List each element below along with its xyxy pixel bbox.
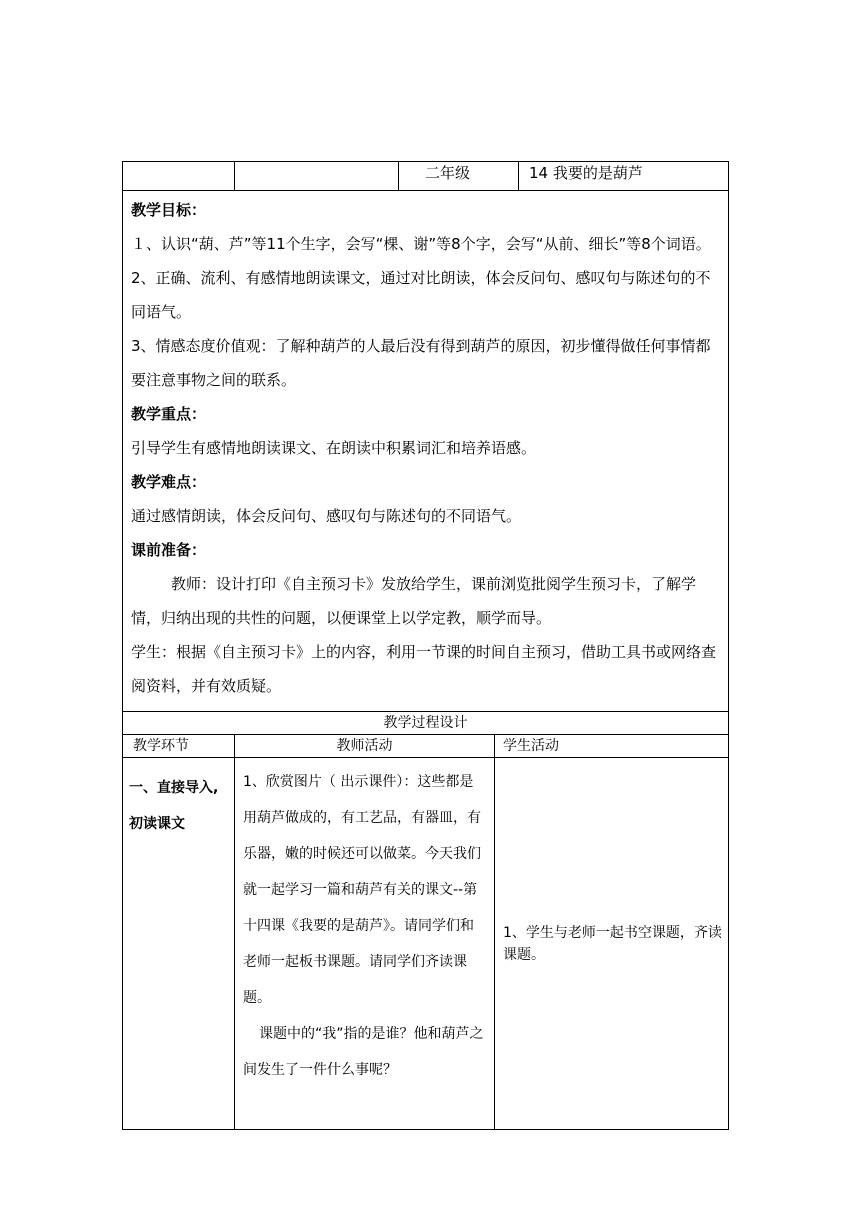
objective-item: １、认识“葫、芦”等11个生字，会写“棵、谢”等8个字，会写“从前、细长”等8个词语。	[131, 235, 711, 253]
overview-cell	[123, 191, 729, 712]
column-header-teacher: 教师活动	[235, 735, 495, 758]
difficulties-text: 通过感情朗读，体会反问句、感叹句与陈述句的不同语气。	[131, 507, 522, 525]
teacher-activity-cell	[235, 758, 495, 1130]
objective-item: 2、正确、流利、有感情地朗读课文，通过对比朗读，体会反问句、感叹句与陈述句的不同语气。	[131, 269, 711, 321]
section-title: 一、直接导入,初读课文	[123, 758, 235, 1130]
preparation-teacher: 教师：设计打印《自主预习卡》发放给学生，课前浏览批阅学生预习卡，了解学情，归纳出现的共性的问题，以便课堂上以学定教，顺学而导。	[131, 575, 697, 627]
process-title: 教学过程设计	[123, 712, 729, 735]
header-blank-cell-1	[123, 162, 235, 191]
column-header-student: 学生活动	[495, 735, 729, 758]
grade-cell: 二年级	[399, 162, 519, 191]
header-blank-cell-2	[235, 162, 399, 191]
process-row	[123, 758, 729, 1130]
process-column-headers	[123, 735, 729, 758]
header-row	[123, 162, 729, 191]
lesson-title-cell: 14 我要的是葫芦	[519, 162, 729, 191]
objectives-heading: 教学目标：	[131, 201, 207, 219]
process-title-row	[123, 712, 729, 735]
teacher-activity-question: 课题中的“我”指的是谁？他和葫芦之间发生了一件什么事呢？	[243, 1026, 484, 1078]
key-points-heading: 教学重点：	[131, 405, 207, 423]
overview-row	[123, 191, 729, 712]
key-points-text: 引导学生有感情地朗读课文、在朗读中积累词汇和培养语感。	[131, 439, 537, 457]
lesson-plan-table	[122, 161, 729, 1130]
preparation-student: 学生：根据《自主预习卡》上的内容，利用一节课的时间自主预习，借助工具书或网络查阅资料，并有效质疑。	[131, 643, 717, 695]
column-header-stage: 教学环节	[123, 735, 235, 758]
student-activity-cell: 1、学生与老师一起书空课题，齐读课题。	[495, 758, 729, 1130]
teacher-activity-text: 1、欣赏图片（ 出示课件）：这些都是用葫芦做成的，有工艺品，有器皿，有乐器，嫩的时候还可以做菜。今天我们就一起学习一篇和葫芦有关的课文--第十四课《我要的是葫芦》。请同学们和老师一起板书课题。请同学们齐读课题。	[243, 774, 481, 1006]
difficulties-heading: 教学难点：	[131, 473, 207, 491]
objective-item: 3、情感态度价值观：了解种葫芦的人最后没有得到葫芦的原因，初步懂得做任何事情都要注意事物之间的联系。	[131, 337, 711, 389]
preparation-heading: 课前准备：	[131, 541, 207, 559]
